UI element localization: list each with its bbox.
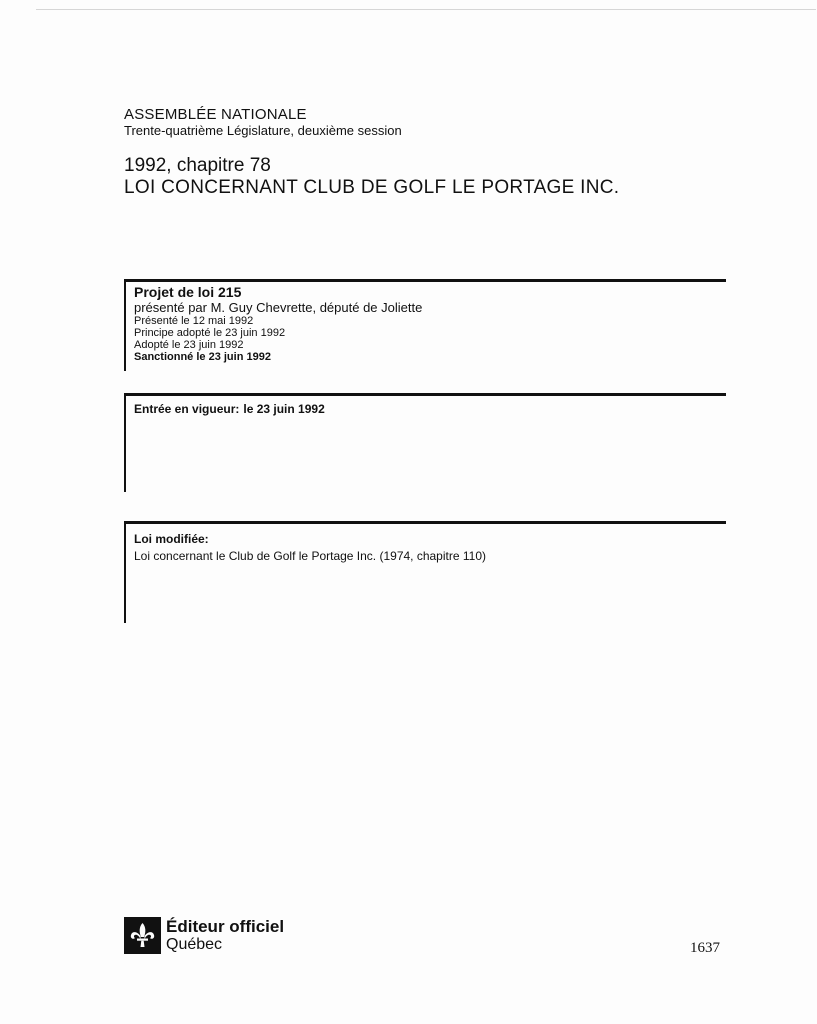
- modified-law-text: Loi concernant le Club de Golf le Portage Inc. (1974, chapitre 110): [134, 549, 486, 563]
- adopted-date: Adopté le 23 juin 1992: [134, 339, 244, 351]
- legislature-session: Trente-quatrième Législature, deuxième session: [124, 123, 402, 138]
- sanctioned-date: Sanctionné le 23 juin 1992: [134, 351, 271, 363]
- bill-number: Projet de loi 215: [134, 284, 242, 300]
- box-left-rule: [124, 521, 126, 623]
- box-top-rule: [124, 279, 726, 282]
- fleur-de-lis-icon: [124, 917, 161, 954]
- bill-info-box: [124, 279, 726, 371]
- publisher-name: Éditeur officiel: [166, 917, 285, 936]
- box-left-rule: [124, 279, 126, 371]
- scan-edge-line: [36, 9, 816, 10]
- assembly-name: ASSEMBLÉE NATIONALE: [124, 106, 307, 123]
- presented-date: Présenté le 12 mai 1992: [134, 315, 254, 327]
- modified-law-heading: Loi modifiée:: [134, 532, 209, 546]
- publisher-logo: [124, 917, 284, 954]
- entry-into-force-box: [124, 393, 726, 492]
- publisher-province: Québec: [166, 936, 223, 953]
- law-title: LOI CONCERNANT CLUB DE GOLF LE PORTAGE INC.: [124, 177, 620, 198]
- chapter-number: 1992, chapitre 78: [124, 155, 271, 176]
- page-number: 1637: [690, 940, 720, 956]
- document-header: [124, 106, 724, 138]
- principle-adopted-date: Principe adopté le 23 juin 1992: [134, 327, 286, 339]
- entry-into-force-date: le 23 juin 1992: [243, 402, 325, 416]
- box-left-rule: [124, 393, 126, 492]
- modified-law-box: [124, 521, 726, 623]
- entry-into-force-label: Entrée en vigueur:: [134, 402, 240, 416]
- bill-presenter: présenté par M. Guy Chevrette, député de Joliette: [134, 300, 423, 315]
- box-top-rule: [124, 393, 726, 396]
- box-top-rule: [124, 521, 726, 524]
